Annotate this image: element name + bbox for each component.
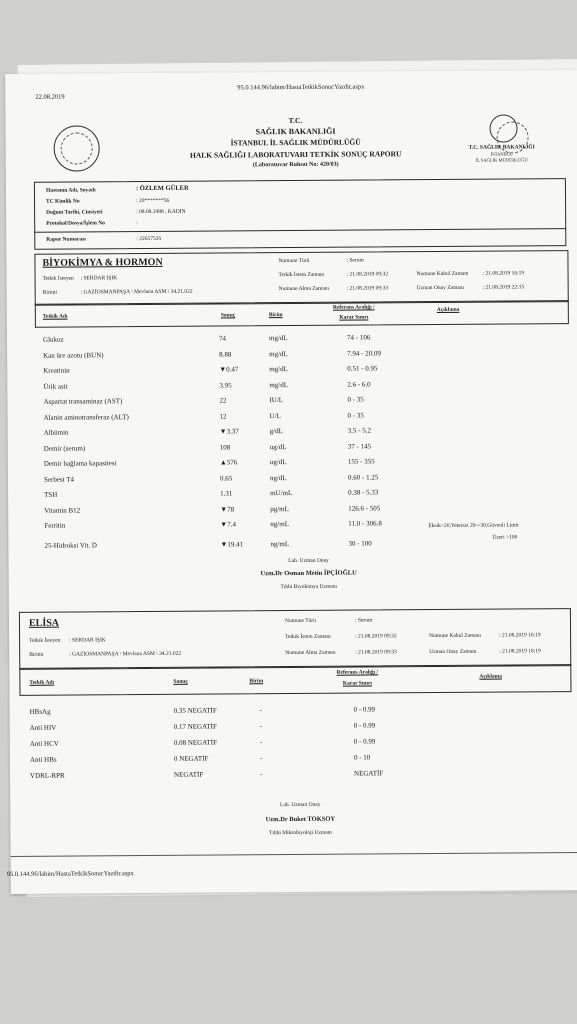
result-test-name: 25-Hidroksi Vit. D xyxy=(44,540,98,550)
elisa-approve-time: : 21.08.2019 18:19 xyxy=(499,648,541,655)
title-line-3: İSTANBUL İL SAĞLIK MÜDÜRLÜĞÜ xyxy=(230,137,361,148)
birth-value: : 08.08.1988 , KADIN xyxy=(136,208,186,216)
result-unit: ng/mL xyxy=(270,520,289,529)
title-line-5: (Laboratuvar Ruhsat No: 420/03) xyxy=(252,161,339,169)
biyo-accept-time: : 21.08.2019 16:19 xyxy=(482,270,525,277)
result-unit: U/L xyxy=(269,411,281,420)
elisa-column-header-row xyxy=(19,664,571,696)
result-reference-range: 30 - 100 xyxy=(348,538,372,548)
result-test-name: Kreatinin xyxy=(43,366,70,375)
biyo-approve-time: : 21.08.2019 22:15 xyxy=(482,284,525,291)
biyo-col-result: Sonuç xyxy=(220,312,236,319)
biyo-request-time-label: Tetkik İstem Zamanı xyxy=(278,271,325,279)
result-reference-range: 11.0 - 306.8 xyxy=(348,519,382,528)
result-reference-range: 37 - 145 xyxy=(347,441,372,451)
biyo-requester: : SERDAR IŞIK xyxy=(80,275,118,282)
elisa-requester-label: Tetkik İsteyen xyxy=(29,637,61,644)
elisa-title: ELİSA xyxy=(28,617,60,629)
report-number: : 22657535 xyxy=(136,235,162,243)
result-value: 3.95 xyxy=(219,380,232,390)
tc-label: TC Kimlik No xyxy=(46,198,80,205)
elisa-unit-label: Birimi xyxy=(29,651,44,658)
result-reference-range: NEGATİF xyxy=(354,769,384,778)
report-paper xyxy=(5,70,577,894)
result-unit: pg/mL xyxy=(270,504,289,513)
result-value: 0.08 NEGATİF xyxy=(173,738,218,747)
result-test-name: TSH xyxy=(44,490,58,499)
result-value: 8.88 xyxy=(219,349,232,359)
biyo-unit: : GAZİOSMANPAŞA \ Mevlana ASM \ 34.21.022 xyxy=(80,288,193,296)
biyo-col-name: Tetkik Adı xyxy=(42,313,68,320)
result-reference-range: 2.6 - 6.0 xyxy=(347,379,371,389)
elisa-request-time-label: Tetkik İstem Zamanı xyxy=(285,633,331,641)
biyo-col-ref-1: Referans Aralığı / xyxy=(332,304,375,311)
result-unit: - xyxy=(260,770,263,779)
biyo-requester-label: Tetkik İsteyen xyxy=(42,275,74,282)
result-test-name: Anti HIV xyxy=(29,723,57,732)
result-reference-range: 7.94 - 20.09 xyxy=(347,348,381,358)
biyo-unit-label: Birimi xyxy=(42,289,58,296)
elisa-sample-time-label: Numune Alma Zamanı xyxy=(285,649,336,657)
biyo-accept-time-label: Numune Kabul Zamanı xyxy=(416,270,469,278)
result-unit: mg/dL xyxy=(268,334,288,343)
result-unit: mg/dL xyxy=(269,365,288,374)
ministry-logo-left xyxy=(54,125,100,171)
biyo-sample-type-label: Numune Türü xyxy=(278,257,310,265)
patient-name-label: Hastanın Adı, Soyadı xyxy=(45,187,96,194)
result-test-name: Aspartat transaminaz (AST) xyxy=(43,397,123,406)
result-value: 0.65 xyxy=(219,473,233,483)
result-unit: mU/mL xyxy=(270,489,293,498)
patient-name: : ÖZLEM GÜLER xyxy=(135,184,189,193)
protocol-label: Protokol/Dosya/İşlem No xyxy=(46,220,105,227)
elisa-accept-time: : 21.08.2019 16:19 xyxy=(499,632,541,639)
elisa-sample-type-label: Numune Türü xyxy=(284,617,316,625)
result-unit: mg/dL xyxy=(269,380,289,389)
result-reference-range: 0.60 - 1.25 xyxy=(347,472,379,482)
result-value: 12 xyxy=(219,411,227,421)
elisa-sign-1: Lab. Uzman Onay xyxy=(279,801,321,809)
result-value: ▼78 xyxy=(220,504,235,514)
result-unit: ug/dL xyxy=(269,442,287,451)
biyo-sample-time: : 21.08.2019 09:33 xyxy=(346,285,389,292)
result-reference-range: 0 - 0.99 xyxy=(353,721,376,730)
biyo-sample-time-label: Numune Alma Zamanı xyxy=(278,285,330,293)
biyo-col-note: Açıklama xyxy=(436,306,460,313)
right-logo-text-1: T.C. SAĞLIK BAKANLIĞI xyxy=(468,144,535,151)
result-unit: IU/L xyxy=(269,396,284,405)
biyo-approve-time-label: Uzman Onay Zamanı xyxy=(416,284,465,292)
result-unit: - xyxy=(259,738,263,747)
result-test-name: HBsAg xyxy=(29,707,51,716)
elisa-sample-type: : Serum xyxy=(354,617,373,624)
biyo-column-header-row xyxy=(35,300,569,328)
result-value: ▼7.4 xyxy=(220,520,237,529)
result-unit: ng/dL xyxy=(269,473,287,482)
result-value: 1.31 xyxy=(220,489,233,498)
patient-box xyxy=(34,178,566,250)
result-reference-range: 0 - 35 xyxy=(347,395,364,404)
result-test-name: Albümin xyxy=(43,428,69,437)
elisa-col-ref-2: Karar Sınırı xyxy=(342,680,372,687)
result-unit: - xyxy=(259,706,262,715)
result-reference-range: 74 - 106 xyxy=(346,333,371,342)
elisa-col-result: Sonuç xyxy=(173,678,188,685)
right-logo-text-2: İSTANBUL xyxy=(490,151,513,157)
result-test-name: Kan üre azotu (BUN) xyxy=(43,350,104,360)
footer-divider xyxy=(11,852,577,857)
result-unit: - xyxy=(259,722,263,731)
result-test-name: Ferritin xyxy=(44,521,66,530)
result-reference-range: 0.51 - 0.95 xyxy=(347,364,378,373)
result-reference-range: 155 - 355 xyxy=(347,457,375,466)
result-value: 0.35 NEGATİF xyxy=(173,706,217,715)
biyo-request-time: : 21.08.2019 09:32 xyxy=(346,271,389,278)
footer-url: 95.0.144.96/labim/HastaTetkikSonucYazdir.aspx xyxy=(6,870,134,879)
result-value: 0 NEGATİF xyxy=(173,754,209,763)
title-line-1: T.C. xyxy=(288,115,303,126)
report-number-label: Rapor Numarası xyxy=(46,236,86,243)
result-value: ▲576 xyxy=(219,458,238,467)
biyo-sample-type: : Serum xyxy=(346,257,364,264)
result-value: ▼0.47 xyxy=(219,365,239,374)
result-unit: ng/mL xyxy=(270,539,290,548)
biyo-sign-2: Uzm.Dr Osman Metin İPÇİOĞLU xyxy=(260,569,357,578)
ministry-logo-right xyxy=(489,114,517,142)
tc-value: : 20*******56 xyxy=(136,197,170,205)
elisa-requester: : SERDAR IŞIK xyxy=(69,637,106,644)
biyo-sign-1: Lab. Uzman Onay xyxy=(288,557,329,565)
elisa-unit: : GAZİOSMANPAŞA \ Mevlana ASM \ 34.21.022 xyxy=(69,650,182,658)
print-date: 22.08.2019 xyxy=(35,93,65,101)
result-test-name: Demir (serum) xyxy=(43,443,86,453)
elisa-approve-time-label: Uzman Onay Zamanı xyxy=(429,648,477,656)
title-line-2: SAĞLIK BAKANLIĞI xyxy=(255,126,336,137)
elisa-col-unit: Birim xyxy=(249,678,264,685)
result-test-name: Anti HCV xyxy=(29,739,59,748)
result-test-name: Ürik asit xyxy=(43,382,68,391)
result-reference-range: 0 - 35 xyxy=(347,411,364,420)
result-reference-range: 0.38 - 5.33 xyxy=(348,488,379,497)
result-unit: - xyxy=(259,754,263,763)
vitd-note-2: Üzeri >100 xyxy=(492,534,518,541)
result-test-name: Demir bağlama kapasitesi xyxy=(43,459,117,468)
result-test-name: VDRL-RPR xyxy=(30,771,65,780)
result-value: ▼3.37 xyxy=(219,427,239,436)
elisa-sign-2: Uzm.Dr Buket TOKSOY xyxy=(265,815,336,824)
result-unit: ug/dL xyxy=(269,458,287,467)
result-unit: mg/dL xyxy=(269,349,288,358)
biyokimya-title: BİYOKİMYA & HORMON xyxy=(42,256,163,269)
result-test-name: Glukoz xyxy=(42,335,64,344)
result-test-name: Anti HBs xyxy=(29,755,57,764)
result-value: 74 xyxy=(218,334,227,343)
result-reference-range: 0 - 10 xyxy=(353,753,371,762)
title-line-4: HALK SAĞLIĞI LABORATUVARI TETKİK SONUÇ RAPORU xyxy=(189,149,402,160)
biyo-sign-3: Tıbbi Biyokimya Uzmanı xyxy=(280,583,338,591)
biyo-col-ref-2: Karar Sınırı xyxy=(339,314,369,321)
elisa-request-time: : 21.08.2019 09:32 xyxy=(355,633,397,640)
birth-label: Doğum Tarihi, Cinsiyeti xyxy=(46,209,103,216)
result-test-name: Vitamin B12 xyxy=(44,505,81,515)
elisa-sign-3: Tıbbi Mikrobiyoloji Uzmanı xyxy=(268,829,332,837)
result-value: NEGATİF xyxy=(174,770,204,779)
right-logo-text-3: İL SAĞLIK MÜDÜRLÜĞÜ xyxy=(475,157,528,163)
result-unit: g/dL xyxy=(269,427,283,436)
vitd-note-1: Eksik<20,Yetersiz 20-<30,Güvenli Limit xyxy=(428,522,519,530)
biyo-col-unit: Birim xyxy=(268,312,283,319)
result-value: 108 xyxy=(219,442,231,452)
result-reference-range: 0 - 0.99 xyxy=(353,737,376,746)
result-value: ▼19.41 xyxy=(220,539,244,549)
elisa-accept-time-label: Numune Kabul Zamanı xyxy=(429,632,482,640)
result-test-name: Alanin aminotransferaz (ALT) xyxy=(43,412,129,422)
result-value: 0.17 NEGATİF xyxy=(173,722,217,731)
protocol-value: : xyxy=(136,220,138,227)
result-reference-range: 126.6 - 505 xyxy=(348,503,381,513)
elisa-sample-time: : 21.08.2019 09:33 xyxy=(355,649,397,656)
result-reference-range: 0 - 0.99 xyxy=(353,705,376,714)
result-reference-range: 3.5 - 5.2 xyxy=(347,426,372,435)
result-test-name: Serbest T4 xyxy=(43,475,75,484)
result-value: 22 xyxy=(219,396,227,405)
elisa-col-name: Tetkik Adı xyxy=(29,679,55,686)
elisa-col-note: Açıklama xyxy=(479,673,503,680)
elisa-col-ref-1: Referans Aralığı / xyxy=(336,669,379,676)
print-url: 95.0.144.96/labim/HastaTetkikSonucYazdir.aspx xyxy=(237,83,365,92)
